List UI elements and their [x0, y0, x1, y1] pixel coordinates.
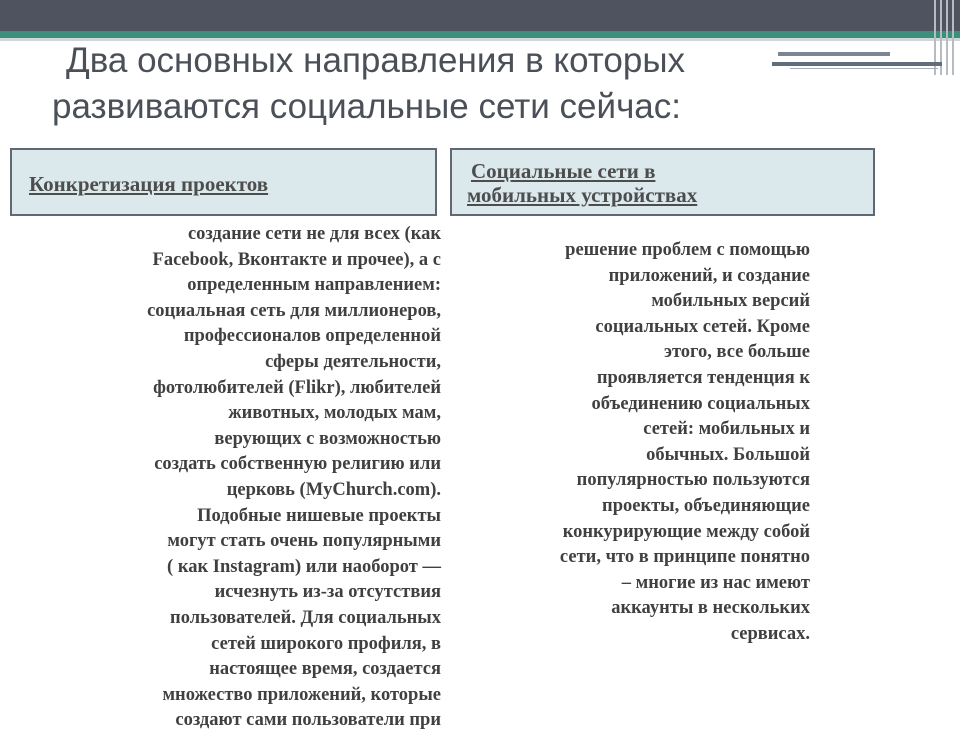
body-line: объединению социальных: [591, 393, 810, 414]
title-decor-line: [790, 68, 938, 69]
body-line: популярностью пользуются: [576, 470, 810, 491]
body-line: проявляется тенденция к: [596, 367, 810, 388]
body-line: животных, молодых мам,: [228, 403, 441, 424]
body-line: социальная сеть для миллионеров,: [147, 300, 441, 321]
body-line: определенным направлением:: [187, 275, 441, 296]
title-decor-line: [772, 62, 942, 66]
body-line: верующих с возможностью: [214, 428, 441, 449]
body-line: – многие из нас имеют: [621, 572, 810, 593]
body-line: Подобные нишевые проекты: [197, 505, 441, 526]
left-heading-box: [10, 148, 437, 216]
body-line: приложений, и создание: [608, 265, 810, 286]
body-line: профессионалов определенной: [183, 326, 441, 347]
body-line: множество приложений, которые: [162, 684, 441, 705]
body-line: ( как Instagram) или наоборот —: [167, 556, 441, 577]
body-line: сетей: мобильных и: [643, 419, 810, 440]
body-line: сервисах.: [730, 623, 810, 644]
accent-stripe: [0, 31, 960, 38]
body-line: сети, что в принципе понятно: [559, 547, 810, 568]
body-line: проекты, объединяющие: [602, 495, 810, 516]
title-decor-line: [778, 52, 890, 56]
left-body-text: [20, 222, 441, 731]
body-line: мобильных версий: [651, 291, 810, 312]
body-line: сферы деятельности,: [265, 351, 441, 372]
body-line: создают сами пользователи при: [175, 710, 441, 731]
slide-title: [52, 38, 792, 130]
body-line: Facebook, Вконтакте и прочее), а с: [152, 249, 441, 270]
left-heading: Конкретизация проектов: [29, 172, 269, 196]
body-line: конкурирующие между собой: [562, 521, 810, 542]
body-line: решение проблем с помощью: [565, 240, 810, 260]
body-line: создание сети не для всех (как: [187, 224, 441, 244]
body-line: сетей широкого профиля, в: [211, 633, 441, 654]
body-line: исчезнуть из-за отсутствия: [214, 582, 441, 603]
right-heading-line-2: мобильных устройствах: [467, 183, 698, 207]
right-heading-box: [450, 148, 875, 216]
title-line-2: развиваются социальные сети сейчас:: [52, 87, 681, 126]
right-body-text: [452, 238, 810, 648]
body-line: этого, все больше: [663, 342, 810, 363]
body-line: создать собственную религию или: [154, 454, 441, 475]
right-heading-line-1: Социальные сети в: [471, 159, 656, 183]
title-line-1: Два основных направления в которых: [66, 41, 686, 80]
body-line: фотолюбителей (Flikr), любителей: [153, 377, 441, 398]
body-line: пользователей. Для социальных: [170, 607, 441, 628]
body-line: социальных сетей. Кроме: [595, 316, 810, 337]
body-line: настоящее время, создается: [209, 659, 441, 680]
top-banner: [0, 0, 960, 31]
body-line: могут стать очень популярными: [167, 531, 441, 552]
body-line: аккаунты в нескольких: [611, 598, 810, 619]
body-line: церковь (MyChurch.com).: [226, 479, 441, 500]
body-line: обычных. Большой: [646, 444, 810, 465]
